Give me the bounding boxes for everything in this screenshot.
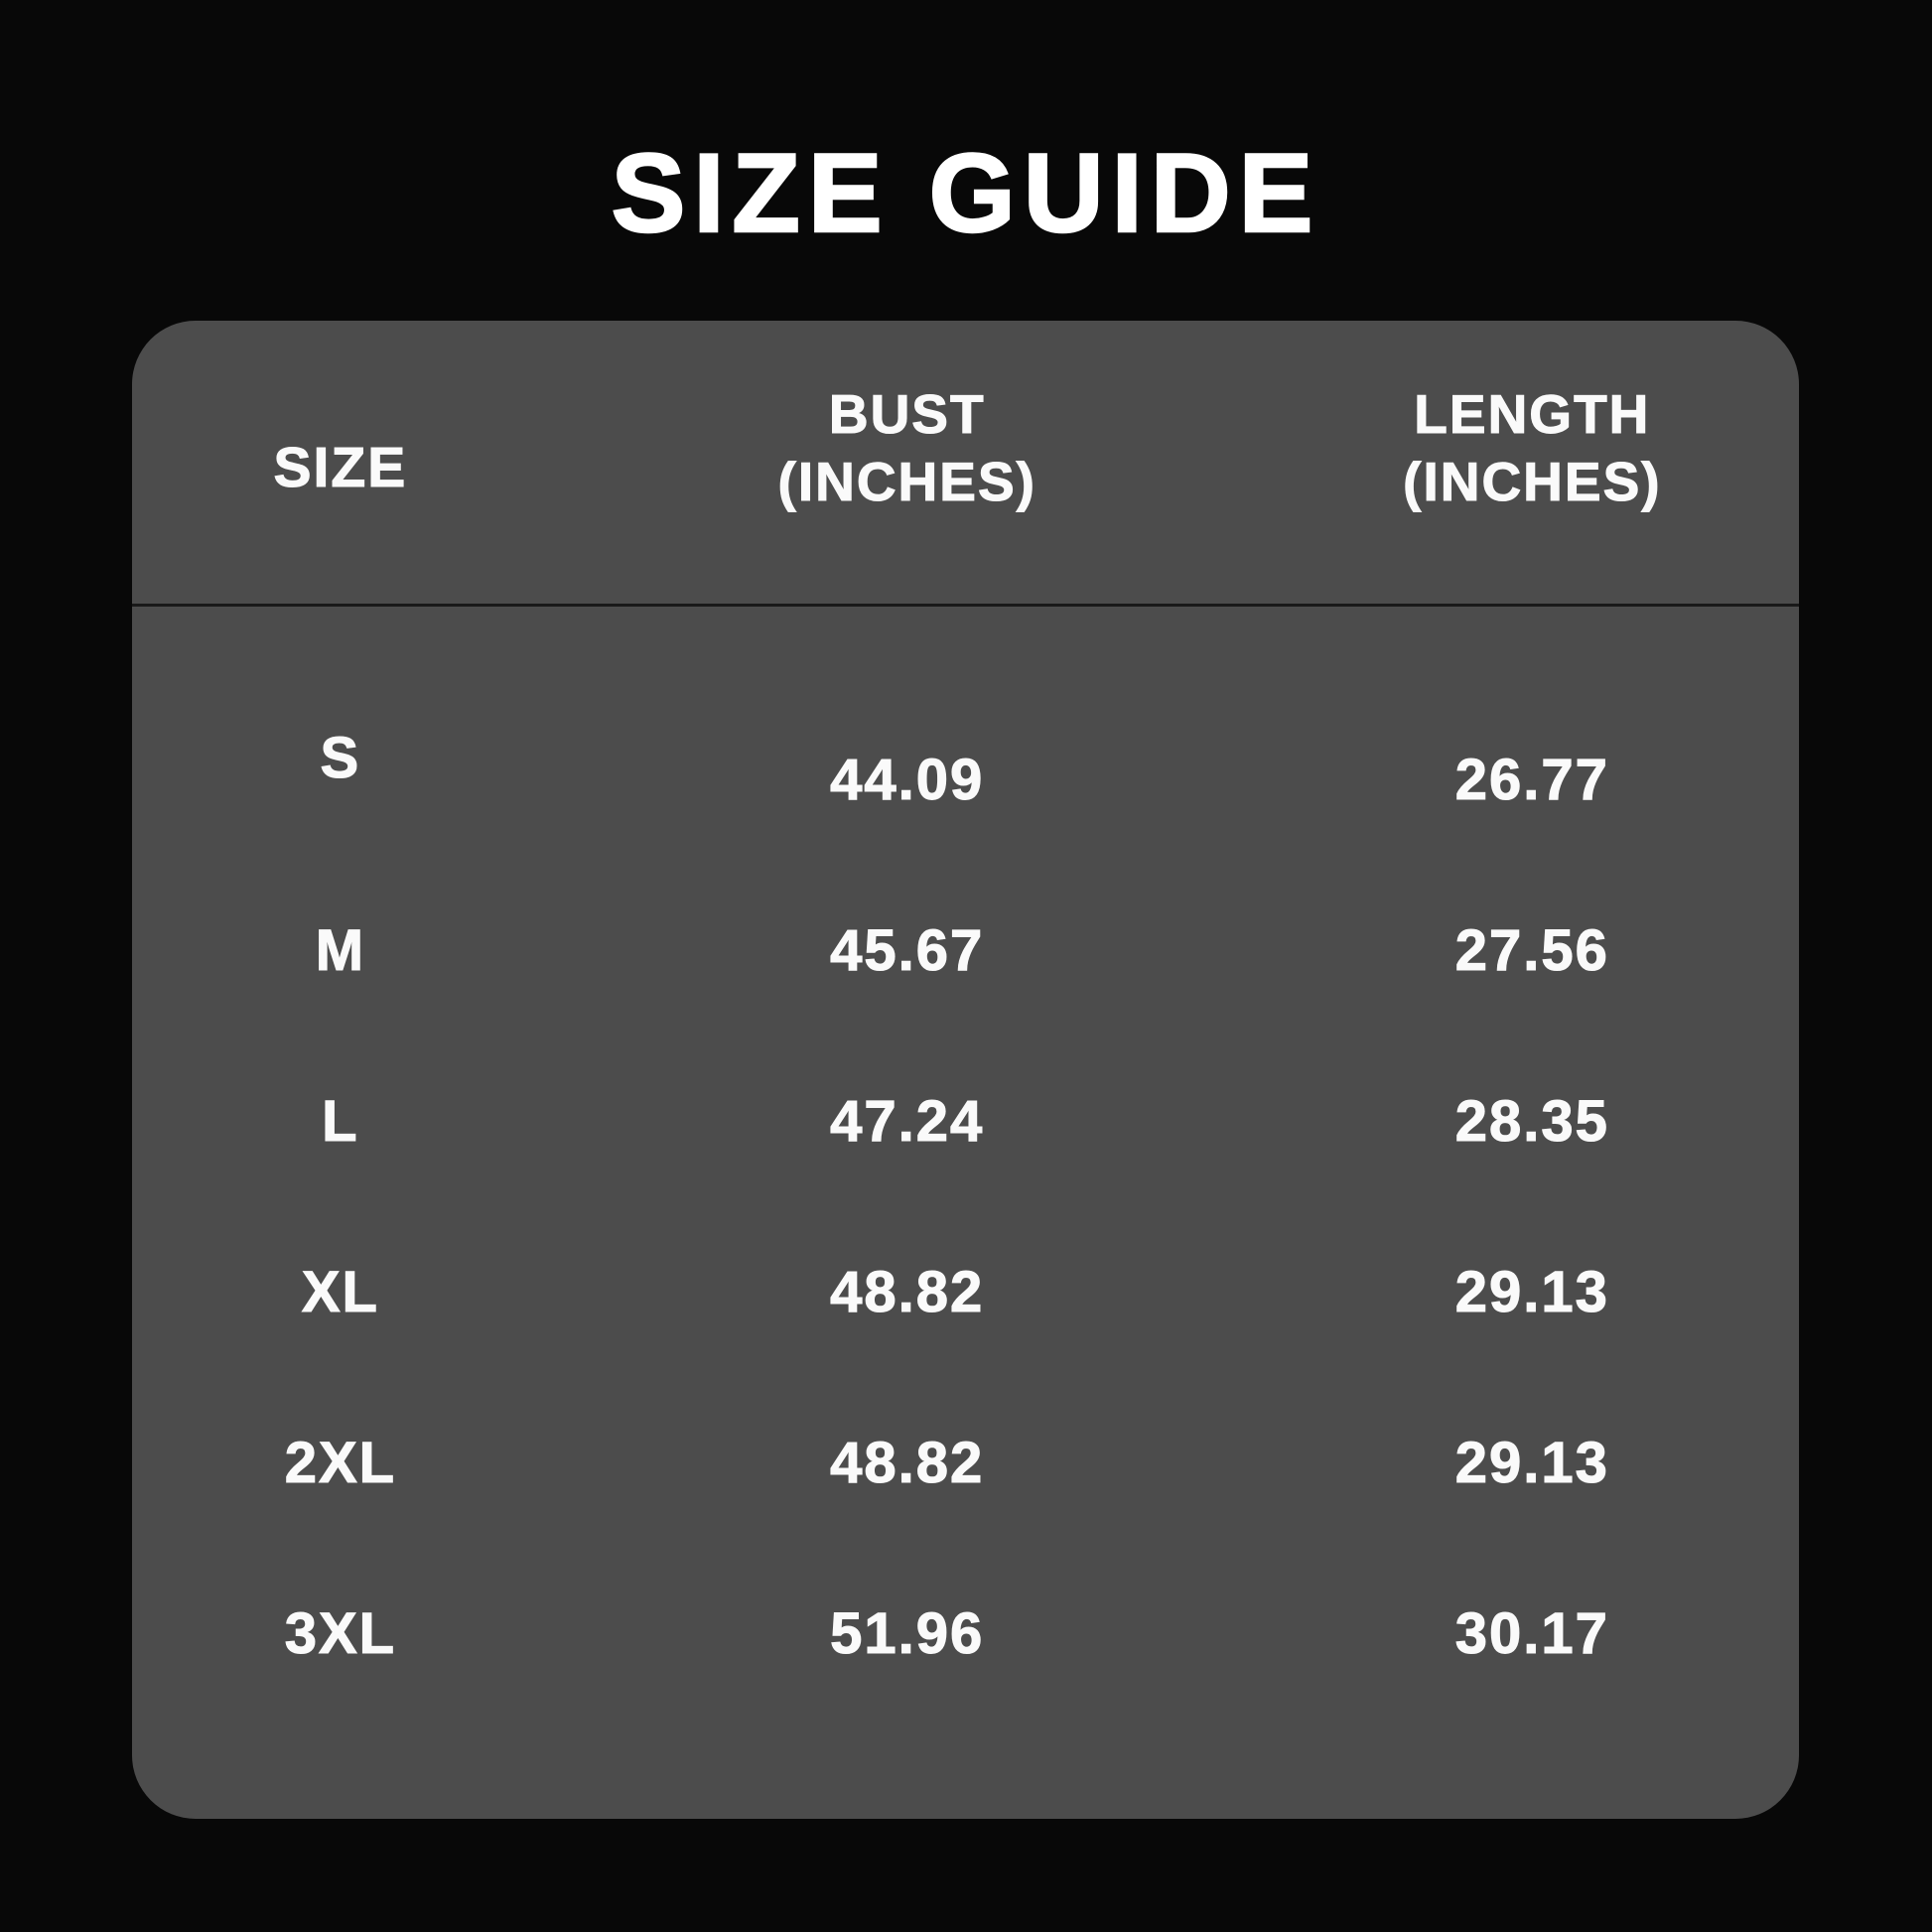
bust-value: 47.24 (830, 1088, 985, 1154)
column-header-length-line2: (INCHES) (1403, 450, 1662, 512)
size-label: XL (301, 1259, 379, 1324)
table-row (132, 694, 1799, 865)
table-header-row (132, 321, 1799, 607)
page-title: SIZE GUIDE (611, 131, 1321, 255)
table-body (132, 607, 1799, 1719)
bust-value: 45.67 (830, 917, 985, 983)
length-value: 28.35 (1454, 1088, 1609, 1154)
column-header-length (1266, 381, 1799, 514)
size-label: M (315, 917, 366, 983)
column-header-bust (549, 381, 1266, 514)
column-header-bust-line1: BUST (828, 383, 986, 446)
size-label: S (320, 725, 361, 790)
length-value: 27.56 (1454, 917, 1609, 983)
column-header-bust-line2: (INCHES) (777, 450, 1036, 512)
length-value: 30.17 (1454, 1600, 1609, 1666)
length-value: 29.13 (1454, 1430, 1609, 1495)
size-label: 2XL (284, 1430, 397, 1495)
length-value: 26.77 (1454, 747, 1609, 812)
bust-value: 48.82 (830, 1259, 985, 1324)
bust-value: 48.82 (830, 1430, 985, 1495)
size-table-card (132, 321, 1799, 1819)
length-value: 29.13 (1454, 1259, 1609, 1324)
column-header-length-line1: LENGTH (1414, 383, 1651, 446)
size-label: L (322, 1088, 359, 1154)
table-row (132, 1035, 1799, 1206)
size-label: 3XL (284, 1600, 397, 1666)
table-row (132, 1548, 1799, 1719)
column-header-size: SIZE (273, 435, 408, 499)
bust-value: 44.09 (830, 747, 985, 812)
table-row (132, 1377, 1799, 1548)
bust-value: 51.96 (830, 1600, 985, 1666)
table-row (132, 865, 1799, 1035)
table-row (132, 1206, 1799, 1377)
